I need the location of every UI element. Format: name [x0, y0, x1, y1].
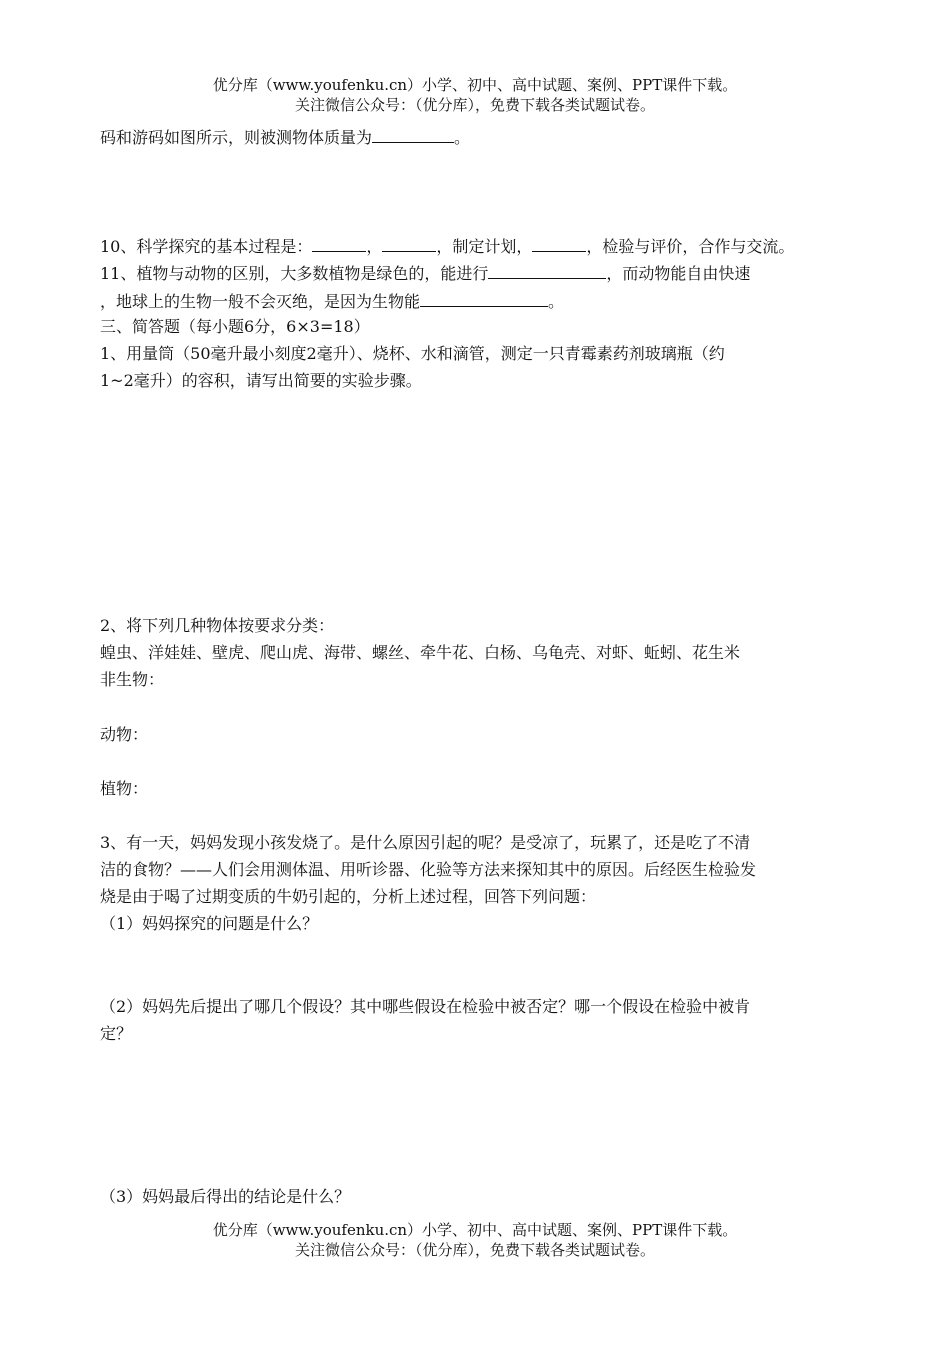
page-footer: [0, 1220, 950, 1260]
short-answer-1-line-2: 1~2毫升）的容积，请写出简要的实验步骤。: [100, 371, 422, 390]
question-9-tail: [100, 124, 860, 151]
question-10-prefix: 10、科学探究的基本过程是：: [100, 237, 313, 256]
sub-question-1-answer-area[interactable]: [100, 940, 860, 990]
question-10-sep-2: ，制定计划，: [436, 237, 533, 256]
short-answer-3-line-1: 3、有一天，妈妈发现小孩发烧了。是什么原因引起的呢？是受凉了，玩累了，还是吃了不清: [100, 833, 751, 852]
question-11-blank-2[interactable]: [420, 288, 548, 307]
question-10-blank-3[interactable]: [532, 233, 586, 252]
sub-question-1: （1）妈妈探究的问题是什么？: [100, 914, 319, 933]
question-11-part-3: ，地球上的生物一般不会灭绝，是因为生物能: [100, 292, 421, 311]
question-11-end: 。: [548, 292, 565, 311]
question-11-line-2: [100, 288, 860, 315]
question-10: [100, 233, 860, 260]
header-line-1: 优分库（www.youfenku.cn）小学、初中、高中试题、案例、PPT课件下载。: [212, 76, 738, 94]
question-9-end: 。: [454, 128, 471, 147]
sub-question-3: （3）妈妈最后得出的结论是什么？: [100, 1187, 351, 1206]
short-answer-1-answer-area[interactable]: [100, 398, 860, 608]
header-line-2: 关注微信公众号：（优分库），免费下载各类试题试卷。: [294, 96, 655, 114]
page-header: [0, 75, 950, 115]
question-10-suffix: ，检验与评价，合作与交流。: [586, 237, 795, 256]
short-answer-1-line-1: 1、用量筒（50毫升最小刻度2毫升）、烧杯、水和滴管，测定一只青霉素药剂玻璃瓶（约: [100, 344, 725, 363]
sub-question-2-line-1: （2）妈妈先后提出了哪几个假设？其中哪些假设在检验中被否定？哪一个假设在检验中被肯: [100, 997, 751, 1016]
question-9-answer-blank[interactable]: [372, 124, 454, 143]
category-plants-label: 植物：: [100, 779, 149, 798]
question-9-text: 码和游码如图所示，则被测物体质量为: [100, 128, 373, 147]
short-answer-3-line-3: 烧是由于喝了过期变质的牛奶引起的，分析上述过程，回答下列问题：: [100, 887, 597, 906]
question-10-blank-2[interactable]: [382, 233, 436, 252]
footer-line-1: 优分库（www.youfenku.cn）小学、初中、高中试题、案例、PPT课件下载。: [212, 1221, 738, 1239]
sub-question-2-answer-area[interactable]: [100, 1050, 860, 1180]
footer-line-2: 关注微信公众号：（优分库），免费下载各类试题试卷。: [294, 1241, 655, 1259]
short-answer-2-intro: 2、将下列几种物体按要求分类：: [100, 616, 335, 635]
question-10-sep-1: ，: [366, 237, 383, 256]
category-animals-label: 动物：: [100, 725, 149, 744]
section-3-title: 三、简答题（每小题6分，6×3=18）: [100, 317, 370, 336]
short-answer-2-items: 蝗虫、洋娃娃、壁虎、爬山虎、海带、螺丝、牵牛花、白杨、乌龟壳、对虾、蚯蚓、花生米: [100, 643, 741, 662]
question-11-part-2: ，而动物能自由快速: [606, 264, 751, 283]
question-11-line-1: [100, 260, 860, 287]
question-11-part-1: 11、植物与动物的区别，大多数植物是绿色的，能进行: [100, 264, 489, 283]
short-answer-3-line-2: 洁的食物？——人们会用测体温、用听诊器、化验等方法来探知其中的原因。后经医生检验发: [100, 860, 757, 879]
sub-question-2-line-2: 定？: [100, 1024, 133, 1043]
question-11-blank-1[interactable]: [488, 260, 606, 279]
category-nonliving-label: 非生物：: [100, 670, 165, 689]
question-10-blank-1[interactable]: [312, 233, 366, 252]
